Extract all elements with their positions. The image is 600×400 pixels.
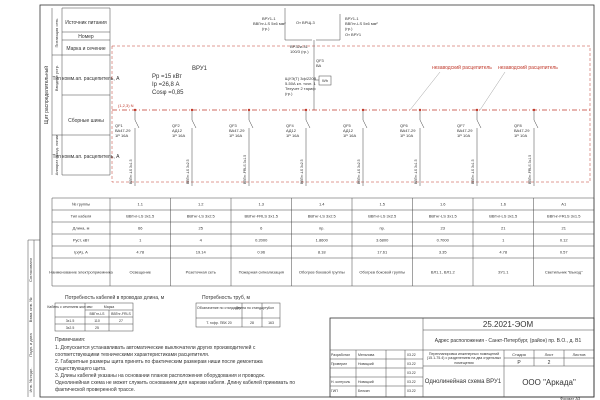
table-cell: ВЛ1.1, ВЛ1.2 bbox=[430, 269, 455, 275]
table-cell: ВВГнг-FRLS 3х1.5 bbox=[244, 213, 278, 219]
breaker-contact bbox=[363, 120, 367, 128]
pipe-head-3: Кол bbox=[268, 306, 274, 310]
breaker-type: ВА47-29 bbox=[229, 128, 245, 133]
title-block bbox=[330, 318, 594, 397]
sheet-value: 2 bbox=[547, 360, 551, 366]
table-cell: Освещение bbox=[129, 269, 152, 275]
sheet-head: Лист bbox=[544, 352, 554, 357]
breaker-contact bbox=[249, 120, 253, 128]
cable-head-2: Марка bbox=[103, 305, 115, 309]
table-cell: ВВГнг-LS 3х2.5 bbox=[368, 213, 397, 219]
table-cell: А1 bbox=[561, 201, 567, 207]
breaker-current: 1Р 10А bbox=[457, 133, 471, 138]
table-cell: 4 bbox=[199, 237, 202, 243]
breaker-id: QF3 bbox=[229, 123, 237, 128]
notes bbox=[55, 337, 295, 393]
table-cell: 0.2000 bbox=[255, 237, 268, 243]
doc-object: Перепланировка инженерных помещений (15.1-75.4) с разделением на два отдельных помещения bbox=[426, 352, 502, 365]
cable-cell: 110 bbox=[94, 319, 100, 323]
doc-code: 25.2021-ЭОМ bbox=[482, 320, 534, 329]
feeder-right-cable: ВВГнг-LS 5х6 мм² bbox=[345, 21, 378, 26]
breaker-contact bbox=[192, 120, 196, 128]
qf-main-label: QF3 bbox=[316, 58, 324, 63]
breaker-type: ВА47-29 bbox=[457, 128, 473, 133]
branch-cable-label: ВВГнг-FRLS 3х1.5 bbox=[243, 154, 247, 184]
panel-cos: Cosφ =0,85 bbox=[152, 90, 184, 96]
role-name: Новицкий bbox=[358, 380, 374, 384]
table-cell: ВВГнг-FRLS 3х1.5 bbox=[547, 213, 581, 219]
feeder-left-cable: ВВГнг-LS 5х6 мм² bbox=[253, 21, 286, 26]
table-cell: Светильник "Выход" bbox=[544, 269, 583, 275]
breaker-type: АД12 bbox=[343, 128, 353, 133]
group-table bbox=[49, 198, 594, 286]
note-line: 2. Габаритные размеры щита принять по фактическим размерам ниши после демонтажа bbox=[55, 359, 263, 365]
meter-sub: 5-50А кл. точн. 1 bbox=[285, 81, 316, 86]
feeder-left-label: ВРУ1-1 bbox=[262, 16, 276, 21]
table-cell: 66 bbox=[138, 225, 143, 231]
role: Н. контроль bbox=[331, 380, 351, 384]
breaker-current: 1Р 16А bbox=[172, 133, 186, 138]
table-cell: 1.4 bbox=[318, 201, 325, 207]
notes-title: Примечания: bbox=[55, 337, 86, 343]
table-cell: Розеточная сеть bbox=[185, 269, 216, 275]
note-line: существующего щита. bbox=[55, 366, 107, 372]
branch-cable-label: ВВГнг-LS 3х2.5 bbox=[300, 159, 304, 184]
feeder-line-right bbox=[316, 14, 340, 40]
switch-label: ВР32и-31 bbox=[290, 44, 308, 49]
role: ГИП bbox=[331, 389, 338, 393]
bus-node bbox=[305, 109, 307, 111]
pipe-cell: 28 bbox=[250, 321, 254, 325]
breaker-id: QF2 bbox=[172, 123, 180, 128]
table-cell: 21 bbox=[501, 225, 506, 231]
table-cell: 4.78 bbox=[136, 249, 145, 255]
table-cell: 0.96 bbox=[257, 249, 266, 255]
cable-table-title: Потребность кабелей в проводах длина, м bbox=[65, 295, 165, 301]
meter-sub2: Техучет 2 тариф bbox=[285, 86, 316, 91]
branch-cable-label: ВВГнг-FRLS 3х1.5 bbox=[528, 154, 532, 184]
table-cell: ВВГнг-LS 3х1.5 bbox=[428, 213, 457, 219]
note-line: 3. Длины кабелей указаны на основании планов расположения оборудования и проводок. bbox=[55, 373, 266, 379]
feeder-right-label: ВРУ1-1 bbox=[345, 16, 359, 21]
feeder-right-extra: От ВРУ1 bbox=[345, 32, 362, 37]
breaker-type: ВА47-29 bbox=[115, 128, 131, 133]
strip-label-1: Инв. № подл. bbox=[28, 367, 33, 393]
breaker-id: QF4 bbox=[286, 123, 294, 128]
cable-sub-1: ВВГнг-LS bbox=[89, 312, 105, 316]
note-line: соответствующими техническими характеристиками расцепителя. bbox=[55, 352, 210, 358]
role: Проверил bbox=[331, 362, 348, 366]
table-cell: 0.7000 bbox=[436, 237, 449, 243]
doc-title: Однолинейная схема ВРУ1 bbox=[424, 379, 502, 385]
note-line: фактической проверенной трассе. bbox=[55, 387, 136, 393]
panel-name: ВРУ1 bbox=[192, 66, 208, 72]
table-cell: Пожарная сигнализация bbox=[238, 269, 284, 275]
switch-sub: 100/3 (гр.) bbox=[290, 49, 309, 54]
role-date: 03.22 bbox=[407, 353, 416, 357]
nonsel-leader-2 bbox=[480, 72, 505, 110]
row-label-number: Номер bbox=[78, 34, 94, 40]
row-label-outgoing: Тип комм.ап. расцепитель, А bbox=[52, 154, 120, 160]
strip-label-0: Согласовано bbox=[28, 257, 33, 283]
side-label-input: Вводное устр. bbox=[54, 64, 59, 92]
breaker-current: 1Р 16А bbox=[343, 133, 357, 138]
role-name: Белкин bbox=[358, 389, 370, 393]
table-cell: 0.57 bbox=[559, 249, 568, 255]
pipe-head-2: Длина по стандарту bbox=[235, 306, 269, 310]
table-cell: 17.61 bbox=[377, 249, 388, 255]
nonsel-label-1: незаводский расцепитель bbox=[432, 65, 492, 71]
row-label-source: Источник питания bbox=[65, 20, 107, 26]
table-cell: 1.6 bbox=[500, 201, 507, 207]
breaker-current: 1Р 16А bbox=[229, 133, 243, 138]
branch-cable-label: ВВГнг-LS 3х2.5 bbox=[357, 159, 361, 184]
cable-cell: 3х1.5 bbox=[65, 319, 75, 323]
note-line: Однолинейная схема не может служить основанием для нарезки кабеля. Длину кабелей принимать по bbox=[55, 380, 295, 386]
format-label: Формат А3 bbox=[560, 396, 581, 400]
breaker-contact bbox=[135, 120, 139, 128]
role: Разработал bbox=[331, 353, 351, 357]
role-date: 03.22 bbox=[407, 389, 416, 393]
bus-phases: (1,2,3) N bbox=[118, 103, 134, 108]
pipe-cell: 163 bbox=[268, 321, 274, 325]
breaker-contact bbox=[534, 120, 538, 128]
table-cell: 1 bbox=[502, 237, 505, 243]
table-cell: 1.1 bbox=[137, 201, 144, 207]
meter-wh: Wh bbox=[322, 78, 328, 83]
doc-object-box bbox=[424, 352, 504, 366]
strip-label-3: Взам. инв. № bbox=[28, 297, 33, 323]
bus-node bbox=[533, 109, 535, 111]
breaker-type: ВА47-29 bbox=[514, 128, 530, 133]
bus-node bbox=[248, 109, 250, 111]
breaker-current: 1Р 10А bbox=[514, 133, 528, 138]
table-cell: 19.14 bbox=[195, 249, 206, 255]
table-cell: 3.6800 bbox=[376, 237, 389, 243]
panel-ip: Iр =26,8 А bbox=[152, 82, 180, 88]
bus-node bbox=[134, 109, 136, 111]
nonsel-label-2: незаводский расцепитель bbox=[498, 65, 558, 71]
panel-pp: Рр =15 кВт bbox=[152, 74, 183, 80]
table-cell: 0.12 bbox=[559, 237, 568, 243]
sheets-head: Листов bbox=[572, 352, 586, 357]
table-cell: 4.78 bbox=[499, 249, 508, 255]
table-cell: Обогрев боковой группы bbox=[298, 269, 345, 275]
cable-cell: 25 bbox=[95, 326, 99, 330]
breaker-current: 1Р 16А bbox=[286, 133, 300, 138]
table-cell: 1.3 bbox=[258, 201, 265, 207]
role-date: 03.22 bbox=[407, 371, 416, 375]
bus-node bbox=[419, 109, 421, 111]
company-name: ООО "Аркада" bbox=[522, 378, 576, 387]
branch-cable-label: ВВГнг-LS 3х1.5 bbox=[414, 159, 418, 184]
bus-node bbox=[362, 109, 364, 111]
feeder-right-sub: (гр.) bbox=[345, 26, 353, 31]
left-strip-labels bbox=[28, 257, 33, 392]
doc-address: Адрес расположения - Санкт-Петербург, (район) пр. В.О., д. В1 bbox=[434, 338, 582, 344]
table-cell: 1.5 bbox=[379, 201, 386, 207]
branch-cable-label: ВВГнг-LS 3х1.5 bbox=[471, 159, 475, 184]
breaker-type: АД12 bbox=[286, 128, 296, 133]
role-date: 03.22 bbox=[407, 380, 416, 384]
bus-node bbox=[476, 109, 478, 111]
cable-sub-2: ВВГнг-FRLS bbox=[111, 312, 131, 316]
table-row-label: Руст, кВт bbox=[72, 237, 90, 243]
branch-cable-label: ВВГнг-LS 3х2.5 bbox=[186, 159, 190, 184]
table-row-label: Тип кабеля bbox=[70, 213, 92, 219]
note-line: 1. Допускается устанавливать автоматические выключатели других производителей с bbox=[55, 345, 256, 351]
panel-params bbox=[152, 66, 208, 96]
breaker-id: QF6 bbox=[400, 123, 408, 128]
table-cell: 23 bbox=[440, 225, 445, 231]
feeder-center-label: От ВРЩ-3 bbox=[296, 20, 315, 25]
table-cell: 3.35 bbox=[438, 249, 447, 255]
row-label-bus: Сборные шины bbox=[68, 118, 104, 124]
breaker-group bbox=[115, 109, 538, 186]
table-cell: пр. bbox=[318, 225, 325, 231]
branch-cable-label: ВВГнг-LS 3х1.5 bbox=[129, 159, 133, 184]
table-cell: 1 bbox=[139, 237, 142, 243]
table-cell: 1.2 bbox=[197, 201, 204, 207]
table-cell: ВВГнг-LS 3х2.5 bbox=[307, 213, 336, 219]
row-label-cable: Марка и сечение bbox=[66, 46, 106, 52]
role-name: Новицкий bbox=[358, 362, 374, 366]
table-row-label: № группы bbox=[71, 201, 91, 207]
pipe-table-title: Потребность труб, м bbox=[202, 295, 250, 301]
table-cell: Обогрев боковой группы bbox=[359, 269, 406, 275]
table-cell: ВВГнг-LS 3х2.5 bbox=[186, 213, 215, 219]
pipe-demand bbox=[196, 295, 280, 327]
strip-label-2: Подп. и дата bbox=[28, 333, 33, 357]
bus-node bbox=[191, 109, 193, 111]
table-cell: ВВГнг-LS 3х1.5 bbox=[126, 213, 155, 219]
table-row-label: Длина, м bbox=[72, 225, 90, 231]
stage-value: Р bbox=[517, 360, 521, 366]
header-column bbox=[43, 8, 120, 175]
breaker-current: 1Р 16А bbox=[115, 133, 129, 138]
side-label-supply: Питающая сеть bbox=[54, 18, 59, 48]
table-cell: 1.8600 bbox=[315, 237, 328, 243]
cable-demand bbox=[47, 294, 164, 331]
breaker-type: ВА47-29 bbox=[400, 128, 416, 133]
top-feeders bbox=[253, 8, 558, 110]
stage-head: Стадия bbox=[512, 352, 526, 357]
table-cell: пр. bbox=[379, 225, 386, 231]
breaker-contact bbox=[477, 120, 481, 128]
table-cell: 8.18 bbox=[317, 249, 326, 255]
table-cell: ЗУ1.1 bbox=[498, 269, 509, 275]
side-label-board: Щит распределительный bbox=[44, 65, 50, 125]
cable-cell: 3х2.5 bbox=[65, 326, 75, 330]
role-name: Мельнова bbox=[358, 353, 375, 357]
table-cell: 21 bbox=[561, 225, 566, 231]
pipe-head-1: Обозначение по стандарту bbox=[197, 306, 241, 310]
breaker-id: QF1 bbox=[115, 123, 123, 128]
table-cell: 6 bbox=[260, 225, 263, 231]
table-row-label: Наименование электроприемника bbox=[49, 269, 113, 275]
table-cell: 25 bbox=[198, 225, 203, 231]
feeder-left-sub: (гр.) bbox=[262, 26, 270, 31]
qf-main-sub: ВА bbox=[316, 63, 322, 68]
table-cell: 1.6 bbox=[439, 201, 446, 207]
cable-cell: 27 bbox=[119, 319, 123, 323]
breaker-id: QF8 bbox=[514, 123, 522, 128]
cable-head-1: Кабель с сечением жил мм² bbox=[47, 305, 93, 309]
row-label-switch: Тип комм.ап. расцепитель, А bbox=[52, 76, 120, 82]
role-date: 03.22 bbox=[407, 362, 416, 366]
meter-sub3: (гр.) bbox=[285, 91, 293, 96]
meter-label: ЩУЭ(Т) 3ф/220В bbox=[285, 76, 317, 81]
breaker-current: 1Р 10А bbox=[400, 133, 414, 138]
breaker-type: АД12 bbox=[172, 128, 182, 133]
table-cell: ВВГнг-LS 3х1.5 bbox=[489, 213, 518, 219]
nonsel-leader-1 bbox=[410, 72, 440, 110]
breaker-contact bbox=[420, 120, 424, 128]
side-label-outgoing: Аппарат отход. линии bbox=[54, 134, 59, 176]
pipe-cell: Т. гофр. ПВХ 20 bbox=[206, 321, 232, 325]
breaker-contact bbox=[306, 120, 310, 128]
breaker-id: QF5 bbox=[343, 123, 351, 128]
breaker-id: QF7 bbox=[457, 123, 465, 128]
table-row-label: Iр(А), А bbox=[74, 249, 88, 255]
